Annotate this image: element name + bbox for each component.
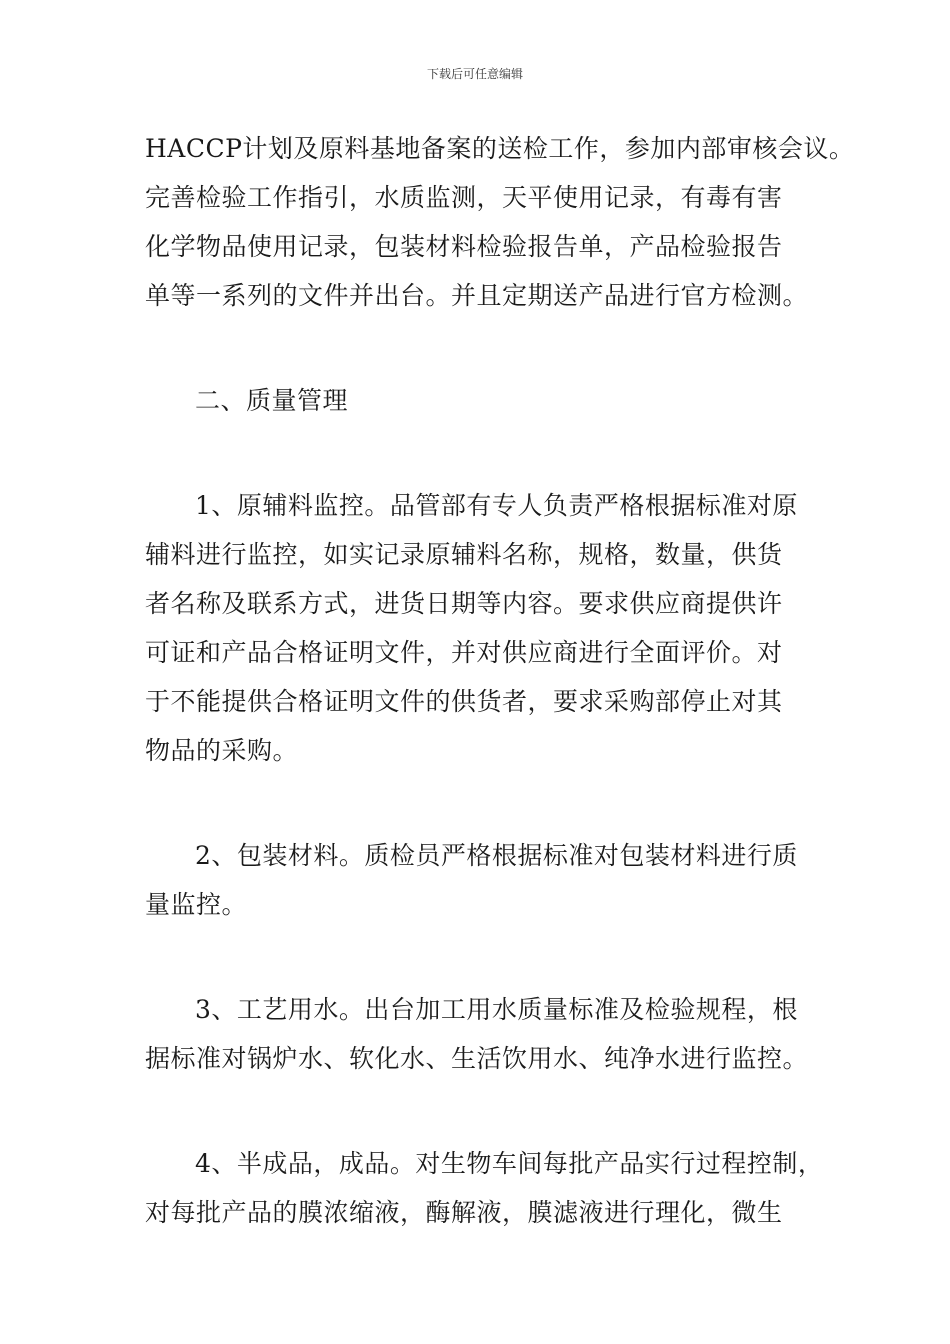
paragraph-gap	[145, 775, 835, 831]
document-body	[145, 124, 855, 1237]
text-line: 2、包装材料。质检员严格根据标准对包装材料进行质	[195, 841, 798, 870]
text-line: 据标准对锅炉水、软化水、生活饮用水、纯净水进行监控。	[145, 1044, 809, 1073]
paragraph-gap	[145, 425, 835, 481]
text-line: 者名称及联系方式，进货日期等内容。要求供应商提供许	[145, 589, 783, 618]
page-header: 下载后可任意编辑	[426, 67, 523, 81]
text-line: 化学物品使用记录，包装材料检验报告单，产品检验报告	[145, 232, 783, 261]
text-line: 单等一系列的文件并出台。并且定期送产品进行官方检测。	[145, 281, 809, 310]
text-line: 1、原辅料监控。品管部有专人负责严格根据标准对原	[195, 491, 798, 520]
text-line: HACCP计划及原料基地备案的送检工作，参加内部审核会议。	[145, 134, 855, 163]
text-line: 完善检验工作指引，水质监测，天平使用记录，有毒有害	[145, 183, 783, 212]
text-line: 可证和产品合格证明文件，并对供应商进行全面评价。对	[145, 638, 783, 667]
text-line: 物品的采购。	[145, 736, 299, 765]
paragraph-gap	[145, 320, 835, 376]
paragraph-process-water	[145, 985, 835, 1083]
paragraph-gap	[145, 929, 835, 985]
section-heading: 二、质量管理	[195, 386, 349, 415]
text-line: 4、半成品，成品。对生物车间每批产品实行过程控制，	[195, 1149, 824, 1178]
paragraph-haccp-continuation	[145, 124, 855, 320]
paragraph-raw-materials	[145, 481, 835, 775]
section-heading-quality-management	[145, 376, 835, 425]
text-line: 对每批产品的膜浓缩液，酶解液，膜滤液进行理化，微生	[145, 1198, 783, 1227]
text-line: 量监控。	[145, 890, 248, 919]
paragraph-gap	[145, 1083, 835, 1139]
text-line: 3、工艺用水。出台加工用水质量标准及检验规程，根	[195, 995, 798, 1024]
text-line: 于不能提供合格证明文件的供货者，要求采购部停止对其	[145, 687, 783, 716]
text-line: 辅料进行监控，如实记录原辅料名称，规格，数量，供货	[145, 540, 783, 569]
paragraph-semi-finished-products	[145, 1139, 835, 1237]
paragraph-packaging-materials	[145, 831, 835, 929]
